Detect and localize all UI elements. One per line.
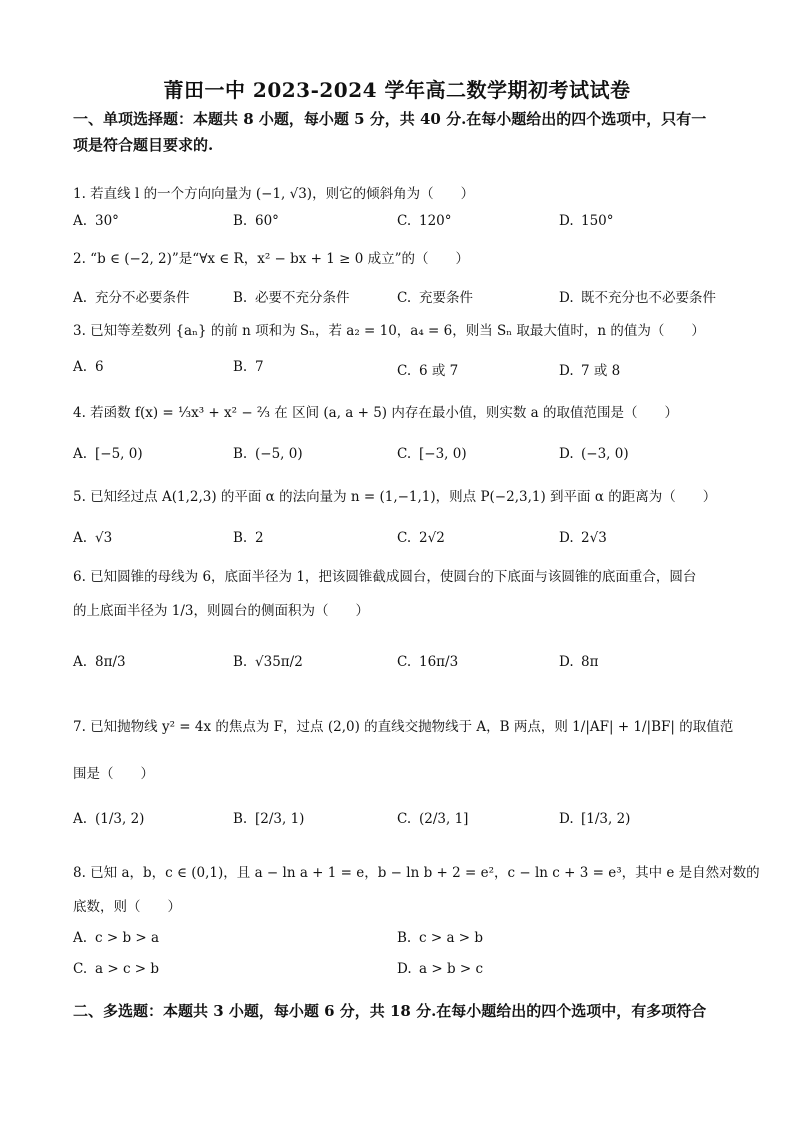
option-c: C. 120° [397, 213, 452, 229]
option-d: D. (−3, 0) [559, 446, 629, 462]
option-a: A. 6 [73, 359, 104, 375]
option-b: B. √35π/2 [233, 654, 303, 670]
option-b: B. 60° [233, 213, 279, 229]
question-2-options [73, 286, 723, 310]
question-8-stem-line2: 底数，则（ ） [73, 899, 181, 915]
option-b: B. c > a > b [397, 930, 484, 946]
option-c: C. a > c > b [73, 961, 160, 977]
question-8-options-row1 [73, 930, 723, 954]
option-c: C. 16π/3 [397, 654, 459, 670]
option-d: D. a > b > c [397, 961, 484, 977]
option-a: A. √3 [73, 530, 113, 546]
page-title: 莆田一中 2023-2024 学年高二数学期初考试试卷 [163, 78, 631, 102]
question-8-options-row2 [73, 961, 723, 985]
option-c: C. 2√2 [397, 530, 445, 546]
option-c: C. 6 或 7 [397, 363, 459, 379]
section-2-header [73, 998, 723, 1024]
option-b: B. (−5, 0) [233, 446, 303, 462]
option-d: D. [1/3, 2) [559, 811, 631, 827]
question-6-stem-line2: 的上底面半径为 1/3，则圆台的侧面积为（ ） [73, 603, 370, 619]
option-b: B. [2/3, 1) [233, 811, 305, 827]
question-3-stem: 3. 已知等差数列 {aₙ} 的前 n 项和为 Sₙ，若 a₂ = 10，a₄ = 6，则当 Sₙ 取最大值时，n 的值为（ ） [73, 323, 705, 339]
section-2-header-line1: 二、多选题：本题共 3 小题，每小题 6 分，共 18 分.在每小题给出的四个选项中，有多项符合 [73, 1002, 707, 1020]
question-1-stem: 1. 若直线 l 的一个方向向量为 (−1, √3)，则它的倾斜角为（ ） [73, 186, 475, 202]
question-6-stem-line1: 6. 已知圆锥的母线为 6，底面半径为 1，把该圆锥截成圆台，使圆台的下底面与该圆锥的底面重合，圆台 [73, 569, 697, 585]
question-4-stem: 4. 若函数 f(x) = ⅓x³ + x² − ⅔ 在 区间 (a, a + 5) 内存在最小值，则实数 a 的取值范围是（ ） [73, 405, 679, 421]
question-4-options [73, 446, 723, 470]
option-b: B. 2 [233, 530, 264, 546]
option-d: D. 150° [559, 213, 614, 229]
option-c: C. 充要条件 [397, 290, 473, 306]
option-a: A. c > b > a [73, 930, 160, 946]
option-c: C. [−3, 0) [397, 446, 467, 462]
question-8-stem-line1: 8. 已知 a，b，c ∈ (0,1)，且 a − ln a + 1 = e，b − ln b + 2 = e²，c − ln c + 3 = e³，其中 e 是自然对数的 [73, 865, 760, 881]
option-a: A. [−5, 0) [73, 446, 143, 462]
option-d: D. 2√3 [559, 530, 607, 546]
option-a: A. 30° [73, 213, 119, 229]
question-6-options [73, 654, 723, 678]
option-a: A. 8π/3 [73, 654, 126, 670]
question-1-options [73, 213, 723, 237]
question-2-stem: 2. “b ∈ (−2, 2)”是“∀x ∈ R，x² − bx + 1 ≥ 0 成立”的（ ） [73, 251, 470, 267]
question-3-options [73, 359, 723, 383]
question-7-stem-line2: 围是（ ） [73, 766, 154, 782]
section-1-header-line2: 项是符合题目要求的. [73, 136, 214, 154]
option-b: B. 必要不充分条件 [233, 290, 350, 306]
question-5-options [73, 530, 723, 554]
option-b: B. 7 [233, 359, 264, 375]
option-d: D. 既不充分也不必要条件 [559, 290, 716, 306]
section-1-header [73, 106, 723, 158]
question-7-stem-line1: 7. 已知抛物线 y² = 4x 的焦点为 F，过点 (2,0) 的直线交抛物线于 A，B 两点，则 1/|AF| + 1/|BF| 的取值范 [73, 719, 734, 735]
option-a: A. (1/3, 2) [73, 811, 145, 827]
option-c: C. (2/3, 1] [397, 811, 469, 827]
question-5-stem: 5. 已知经过点 A(1,2,3) 的平面 α 的法向量为 n = (1,−1,1)，则点 P(−2,3,1) 到平面 α 的距离为（ ） [73, 489, 717, 505]
option-d: D. 7 或 8 [559, 363, 621, 379]
option-a: A. 充分不必要条件 [73, 290, 190, 306]
question-7-options [73, 811, 723, 835]
section-1-header-line1: 一、单项选择题：本题共 8 小题，每小题 5 分，共 40 分.在每小题给出的四个选项中，只有一 [73, 110, 707, 128]
option-d: D. 8π [559, 654, 599, 670]
